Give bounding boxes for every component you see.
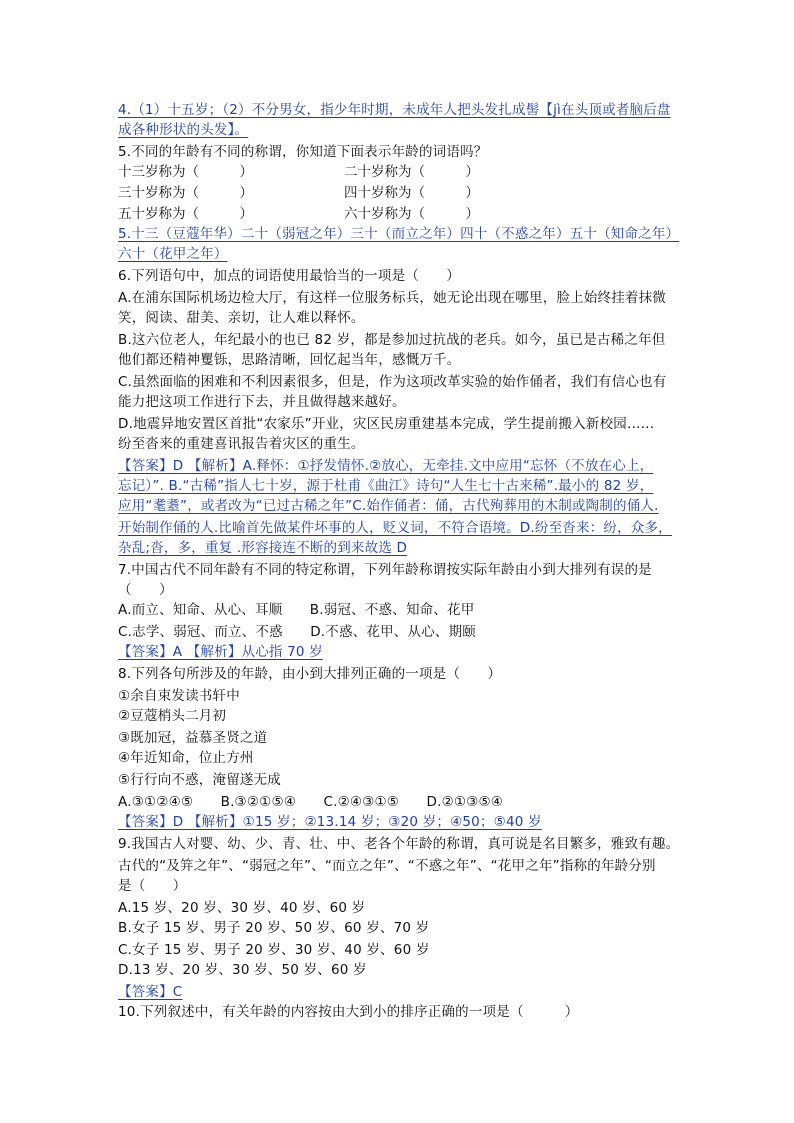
- question-line: 古代的“及笄之年”、“弱冠之年”、“而立之年”、“不惑之年”、“花甲之年”指称的年龄分别: [118, 858, 656, 874]
- question-line: 5.不同的年龄有不同的称谓，你知道下面表示年龄的词语吗？: [118, 144, 488, 160]
- question-line: （ ）: [118, 582, 173, 598]
- question-line: 9.我国古人对婴、幼、少、青、壮、中、老各个年龄的称谓，真可说是名目繁多，雅致有趣。: [118, 836, 680, 852]
- answer-line: 应用“耄耋”，或者改为“已过古稀之年”C.始作俑者：俑，古代殉葬用的木制或陶制的俑人.: [118, 498, 659, 514]
- answer-line: 杂乱;沓，多，重复 .形容接连不断的到来故选 D: [118, 540, 408, 556]
- answer-line: 成各种形状的头发】。: [118, 122, 249, 138]
- question-line: ④年近知命，位止方州: [118, 750, 254, 766]
- age-blank-right: 六十岁称为（ ）: [344, 206, 479, 222]
- question-line: ⑤行行向不惑，淹留遂无成: [118, 772, 282, 788]
- answer-line: 5.十三（豆蔻年华）二十（弱冠之年）三十（而立之年）四十（不惑之年）五十（知命之年）: [118, 226, 680, 242]
- question-line: D.13 岁、20 岁、30 岁、50 岁、60 岁: [118, 962, 367, 978]
- answer-line: 忘记）”. B.“古稀”指人七十岁，源于杜甫《曲江》诗句“人生七十古来稀”.最小的 82 岁，: [118, 478, 654, 494]
- question-line: A.在浦东国际机场边检大厅，有这样一位服务标兵，她无论出现在哪里，脸上始终挂着抹微: [118, 290, 666, 306]
- question-line: 他们都还精神矍铄，思路清晰，回忆起当年，感慨万千。: [118, 352, 461, 368]
- age-blank-left: 五十岁称为（ ）: [118, 206, 253, 222]
- question-line: ②豆蔻梢头二月初: [118, 708, 227, 724]
- question-line: A.③①②④⑤ B.③②①⑤④ C.②④③①⑤ D.②①③⑤④: [118, 794, 504, 810]
- age-blank-left: 三十岁称为（ ）: [118, 185, 253, 201]
- answer-line: 【答案】D 【解析】①15 岁；②13.14 岁；③20 岁；④50；⑤40 岁: [118, 814, 542, 830]
- question-line: 7.中国古代不同年龄有不同的特定称谓，下列年龄称谓按实际年龄由小到大排列有误的是: [118, 562, 652, 578]
- question-line: 纷至沓来的重建喜讯报告着灾区的重生。: [118, 436, 365, 452]
- answer-line: 【答案】A 【解析】从心指 70 岁: [118, 644, 323, 660]
- answer-line: 六十（花甲之年）: [118, 246, 228, 262]
- answer-line: 4.（1）十五岁；（2）不分男女，指少年时期，未成年人把头发扎成髻【jì在头顶或者脑后盘: [118, 102, 671, 118]
- question-line: 是（ ）: [118, 878, 187, 894]
- question-line: C.志学、弱冠、而立、不惑 D.不惑、花甲、从心、期颐: [118, 624, 477, 640]
- age-blank-left: 十三岁称为（ ）: [118, 164, 253, 180]
- question-line: B.这六位老人，年纪最小的也已 82 岁，都是参加过抗战的老兵。如今，虽已是古稀之年但: [118, 332, 666, 348]
- answer-line: 开始制作俑的人.比喻首先做某件坏事的人，贬义词，不符合语境。D.纷至沓来：纷，众多，: [118, 520, 672, 536]
- question-line: C.虽然面临的困难和不利因素很多，但是，作为这项改革实验的始作俑者，我们有信心也有: [118, 374, 667, 390]
- age-blank-right: 二十岁称为（ ）: [344, 164, 479, 180]
- answer-line: 【答案】C: [118, 984, 183, 1000]
- question-line: ①余自束发读书轩中: [118, 688, 240, 704]
- question-line: B.女子 15 岁、男子 20 岁、50 岁、60 岁、70 岁: [118, 920, 430, 936]
- age-blank-right: 四十岁称为（ ）: [344, 185, 479, 201]
- question-line: 8.下列各句所涉及的年龄，由小到大排列正确的一项是（ ）: [118, 666, 502, 682]
- question-line: 10.下列叙述中，有关年龄的内容按由大到小的排序正确的一项是（ ）: [118, 1004, 579, 1020]
- question-line: A.15 岁、20 岁、30 岁、40 岁、60 岁: [118, 900, 366, 916]
- question-line: 6.下列语句中，加点的词语使用最恰当的一项是（ ）: [118, 268, 461, 284]
- question-line: ③既加冠，益慕圣贤之道: [118, 730, 268, 746]
- question-line: A.而立、知命、从心、耳顺 B.弱冠、不惑、知命、花甲: [118, 602, 475, 618]
- question-line: 笑，阅读、甜美、亲切，让人难以释怀。: [118, 310, 365, 326]
- question-line: D.地震异地安置区首批“农家乐”开业，灾区民房重建基本完成，学生提前搬入新校园……: [118, 416, 655, 432]
- question-line: 能力把这项工作进行下去，并且做得越来越好。: [118, 394, 406, 410]
- answer-line: 【答案】D 【解析】A.释怀：①抒发情怀.②放心，无牵挂.文中应用“忘怀（不放在心上，: [118, 458, 654, 474]
- question-line: C.女子 15 岁、男子 20 岁、30 岁、40 岁、60 岁: [118, 942, 430, 958]
